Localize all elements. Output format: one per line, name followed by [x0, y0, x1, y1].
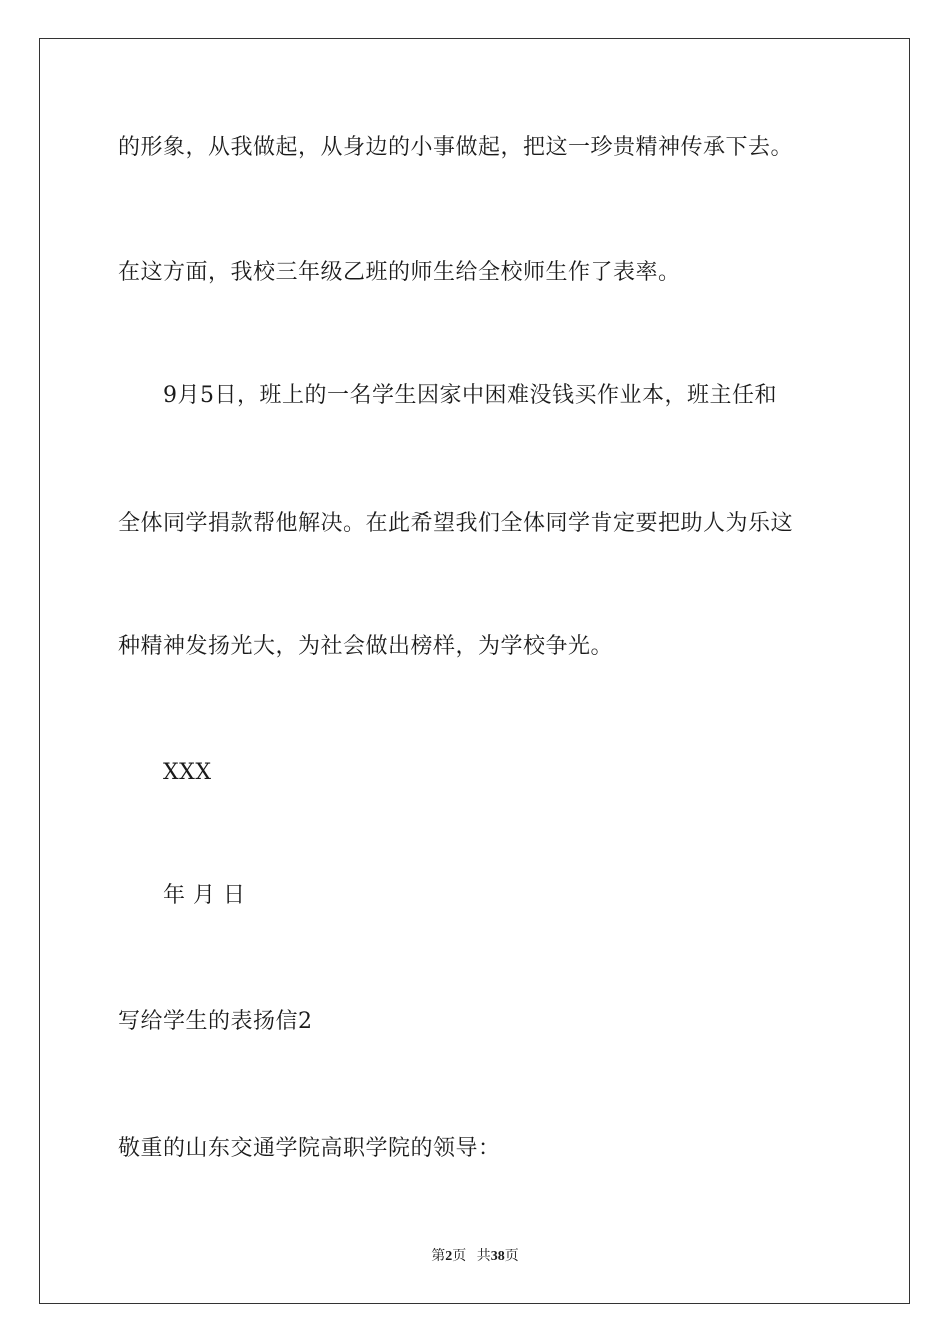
date-line: 年 月 日 — [163, 883, 246, 908]
signature-line: XXX — [163, 760, 212, 785]
text-line-2: 在这方面，我校三年级乙班的师生给全校师生作了表率。 — [118, 260, 681, 285]
text-line-1: 的形象，从我做起，从身边的小事做起，把这一珍贵精神传承下去。 — [118, 135, 794, 160]
page-border — [39, 38, 910, 1304]
text-line-5: 种精神发扬光大，为社会做出榜样，为学校争光。 — [118, 634, 614, 659]
section-heading: 写给学生的表扬信2 — [118, 1009, 313, 1034]
footer-total-pages: 38 — [490, 1249, 505, 1264]
text-line-4: 全体同学捐款帮他解决。在此希望我们全体同学肯定要把助人为乐这 — [118, 511, 794, 536]
salutation-line: 敬重的山东交通学院高职学院的领导： — [118, 1136, 501, 1161]
footer-prefix: 第 — [431, 1249, 446, 1264]
footer-page-number: 2 — [445, 1249, 453, 1264]
footer-total-suffix: 页 — [504, 1249, 519, 1264]
footer-page-suffix: 页 — [452, 1249, 467, 1264]
footer-total-prefix: 共 — [476, 1249, 491, 1264]
text-line-3: 9月5日，班上的一名学生因家中困难没钱买作业本，班主任和 — [163, 383, 777, 408]
page-footer — [0, 1247, 950, 1267]
